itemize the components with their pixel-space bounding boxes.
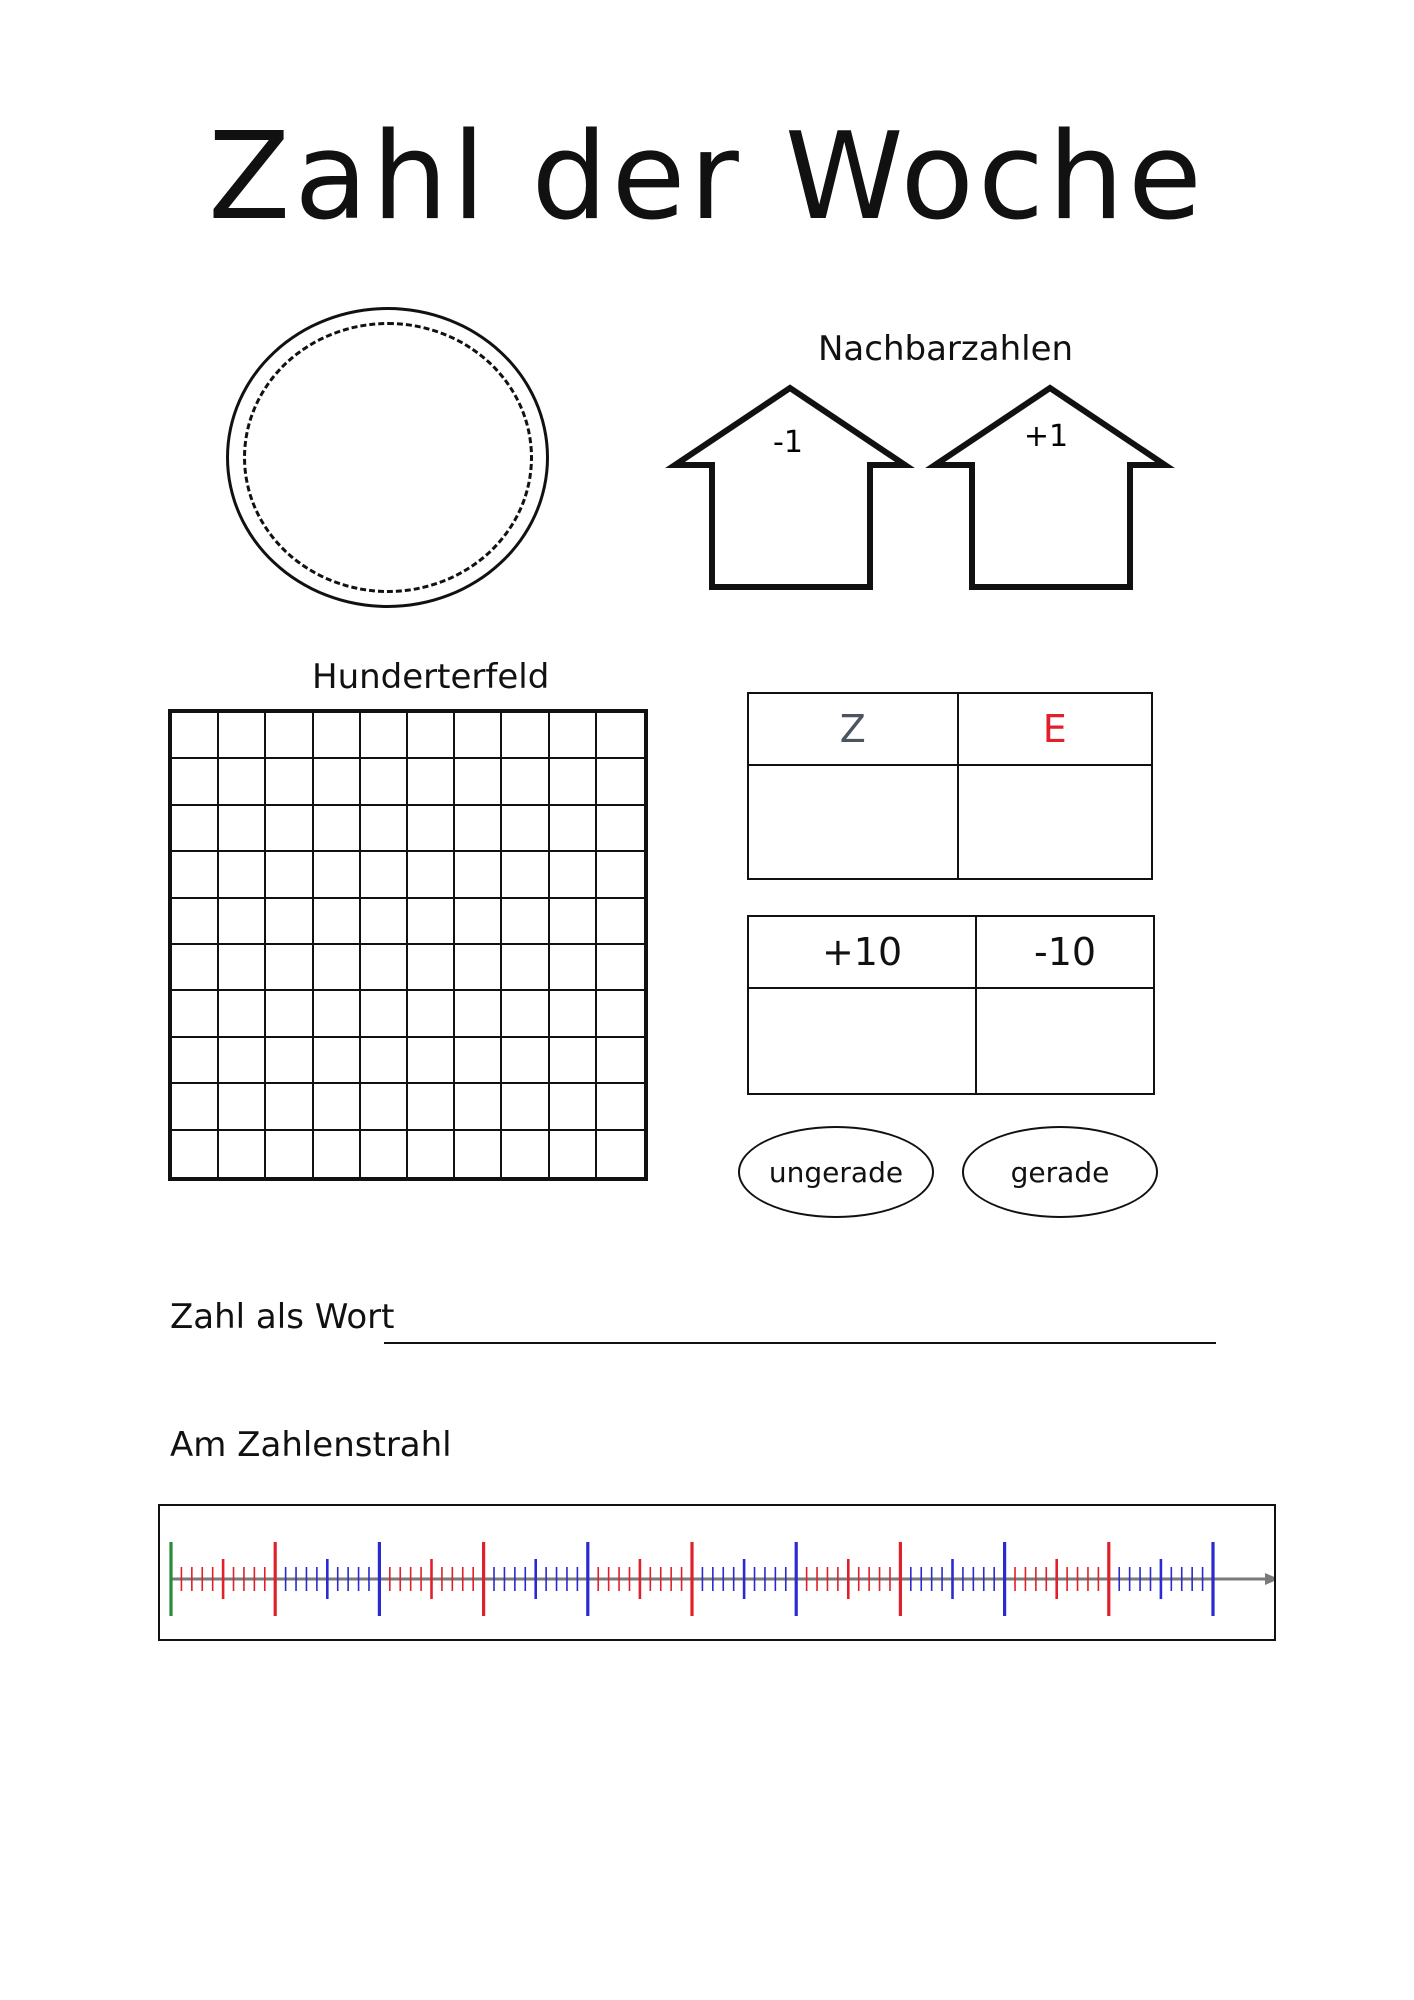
hundred-cell[interactable] [266, 945, 313, 991]
hundred-cell[interactable] [314, 713, 361, 759]
hundred-cell[interactable] [502, 1131, 549, 1177]
hundred-cell[interactable] [455, 713, 502, 759]
hundred-cell[interactable] [314, 991, 361, 1037]
number-line-arrow [1265, 1573, 1274, 1585]
hundred-cell[interactable] [266, 1038, 313, 1084]
hundred-cell[interactable] [266, 759, 313, 805]
hundred-cell[interactable] [314, 1131, 361, 1177]
hundred-cell[interactable] [550, 945, 597, 991]
hundred-cell[interactable] [550, 991, 597, 1037]
minus-ten-input-cell[interactable] [976, 988, 1154, 1094]
hundred-cell[interactable] [597, 759, 644, 805]
hundred-cell[interactable] [219, 899, 266, 945]
hundred-cell[interactable] [361, 1084, 408, 1130]
hundred-cell[interactable] [455, 1038, 502, 1084]
hundred-cell[interactable] [219, 1084, 266, 1130]
hundred-cell[interactable] [455, 899, 502, 945]
hundred-cell[interactable] [172, 991, 219, 1037]
plus-ten-header: +10 [748, 916, 976, 988]
hundred-cell[interactable] [219, 991, 266, 1037]
hundred-cell[interactable] [550, 852, 597, 898]
ones-header: E [958, 693, 1152, 765]
minus-ten-header: -10 [976, 916, 1154, 988]
hundred-cell[interactable] [550, 899, 597, 945]
hundred-cell[interactable] [597, 945, 644, 991]
hundred-cell[interactable] [597, 852, 644, 898]
hundred-cell[interactable] [172, 852, 219, 898]
word-write-line[interactable] [384, 1342, 1216, 1344]
hundred-cell[interactable] [408, 806, 455, 852]
hundred-cell[interactable] [314, 806, 361, 852]
hundred-cell[interactable] [314, 852, 361, 898]
house-plus-label: +1 [1023, 419, 1069, 454]
hundred-cell[interactable] [408, 759, 455, 805]
hundred-cell[interactable] [172, 713, 219, 759]
hundred-cell[interactable] [502, 945, 549, 991]
hundred-cell[interactable] [597, 806, 644, 852]
house-plus-one[interactable] [920, 380, 1180, 600]
hundred-cell[interactable] [597, 991, 644, 1037]
ones-input-cell[interactable] [958, 765, 1152, 879]
hundred-cell[interactable] [266, 806, 313, 852]
hundred-cell[interactable] [266, 991, 313, 1037]
hundred-cell[interactable] [502, 806, 549, 852]
hundred-cell[interactable] [172, 759, 219, 805]
hundred-cell[interactable] [502, 991, 549, 1037]
hundred-cell[interactable] [408, 945, 455, 991]
hundred-cell[interactable] [219, 713, 266, 759]
hundred-cell[interactable] [361, 945, 408, 991]
hundred-cell[interactable] [408, 991, 455, 1037]
hundred-cell[interactable] [597, 1038, 644, 1084]
hundred-cell[interactable] [266, 899, 313, 945]
hundred-cell[interactable] [361, 713, 408, 759]
hundred-cell[interactable] [502, 1084, 549, 1130]
hundred-cell[interactable] [502, 899, 549, 945]
hundred-cell[interactable] [597, 1084, 644, 1130]
hundred-field-grid[interactable] [168, 709, 648, 1181]
word-label: Zahl als Wort [170, 1297, 395, 1337]
hundred-cell[interactable] [172, 945, 219, 991]
tens-input-cell[interactable] [748, 765, 958, 879]
hundred-cell[interactable] [408, 1038, 455, 1084]
hundred-cell[interactable] [550, 806, 597, 852]
even-option[interactable]: gerade [962, 1126, 1158, 1218]
hundred-cell[interactable] [314, 899, 361, 945]
hundred-cell[interactable] [219, 945, 266, 991]
neighbors-label: Nachbarzahlen [818, 329, 1074, 369]
hundred-cell[interactable] [361, 1038, 408, 1084]
hundred-cell[interactable] [455, 1084, 502, 1130]
hundred-cell[interactable] [361, 852, 408, 898]
odd-option[interactable]: ungerade [738, 1126, 934, 1218]
hundred-cell[interactable] [455, 852, 502, 898]
hundred-cell[interactable] [408, 1084, 455, 1130]
hundred-cell[interactable] [455, 991, 502, 1037]
hundred-cell[interactable] [550, 759, 597, 805]
hundred-cell[interactable] [219, 852, 266, 898]
number-line[interactable] [160, 1506, 1274, 1639]
number-circle-dashed-ring [243, 322, 533, 593]
house-minus-one[interactable] [660, 380, 920, 600]
hundred-cell[interactable] [172, 806, 219, 852]
hundred-cell[interactable] [266, 1131, 313, 1177]
hundred-cell[interactable] [172, 1084, 219, 1130]
hundred-cell[interactable] [219, 1038, 266, 1084]
hundred-cell[interactable] [597, 899, 644, 945]
hundred-cell[interactable] [455, 759, 502, 805]
hundred-cell[interactable] [502, 1038, 549, 1084]
hundred-cell[interactable] [550, 1084, 597, 1130]
hundred-cell[interactable] [361, 899, 408, 945]
hundred-cell[interactable] [408, 713, 455, 759]
hundred-cell[interactable] [502, 759, 549, 805]
hundred-cell[interactable] [550, 1038, 597, 1084]
hundred-cell[interactable] [172, 1131, 219, 1177]
hundred-cell[interactable] [172, 899, 219, 945]
hundred-cell[interactable] [455, 806, 502, 852]
plus-ten-input-cell[interactable] [748, 988, 976, 1094]
page-title: Zahl der Woche [208, 108, 1206, 247]
hundred-cell[interactable] [455, 1131, 502, 1177]
hundred-cell[interactable] [219, 1131, 266, 1177]
hundred-cell[interactable] [219, 759, 266, 805]
hundred-cell[interactable] [408, 899, 455, 945]
hundred-cell[interactable] [597, 713, 644, 759]
hundred-cell[interactable] [408, 1131, 455, 1177]
hundred-cell[interactable] [502, 713, 549, 759]
hundred-cell[interactable] [455, 945, 502, 991]
hundred-cell[interactable] [314, 1038, 361, 1084]
house-outline [675, 388, 905, 587]
hundred-cell[interactable] [361, 806, 408, 852]
number-line-label: Am Zahlenstrahl [170, 1425, 452, 1465]
house-minus-label: -1 [773, 425, 803, 460]
hundred-cell[interactable] [172, 1038, 219, 1084]
hundred-cell[interactable] [550, 1131, 597, 1177]
hundred-cell[interactable] [361, 759, 408, 805]
hundred-cell[interactable] [314, 759, 361, 805]
hundred-cell[interactable] [361, 1131, 408, 1177]
house-outline [935, 388, 1165, 587]
hundred-field-label: Hunderterfeld [312, 657, 550, 697]
hundred-cell[interactable] [597, 1131, 644, 1177]
hundred-cell[interactable] [502, 852, 549, 898]
hundred-cell[interactable] [314, 945, 361, 991]
hundred-cell[interactable] [266, 1084, 313, 1130]
hundred-cell[interactable] [219, 806, 266, 852]
hundred-cell[interactable] [361, 991, 408, 1037]
place-value-table [747, 692, 1153, 880]
plus-minus-ten-table [747, 915, 1155, 1095]
hundred-cell[interactable] [408, 852, 455, 898]
hundred-cell[interactable] [314, 1084, 361, 1130]
hundred-cell[interactable] [550, 713, 597, 759]
tens-header: Z [748, 693, 958, 765]
hundred-cell[interactable] [266, 713, 313, 759]
hundred-cell[interactable] [266, 852, 313, 898]
